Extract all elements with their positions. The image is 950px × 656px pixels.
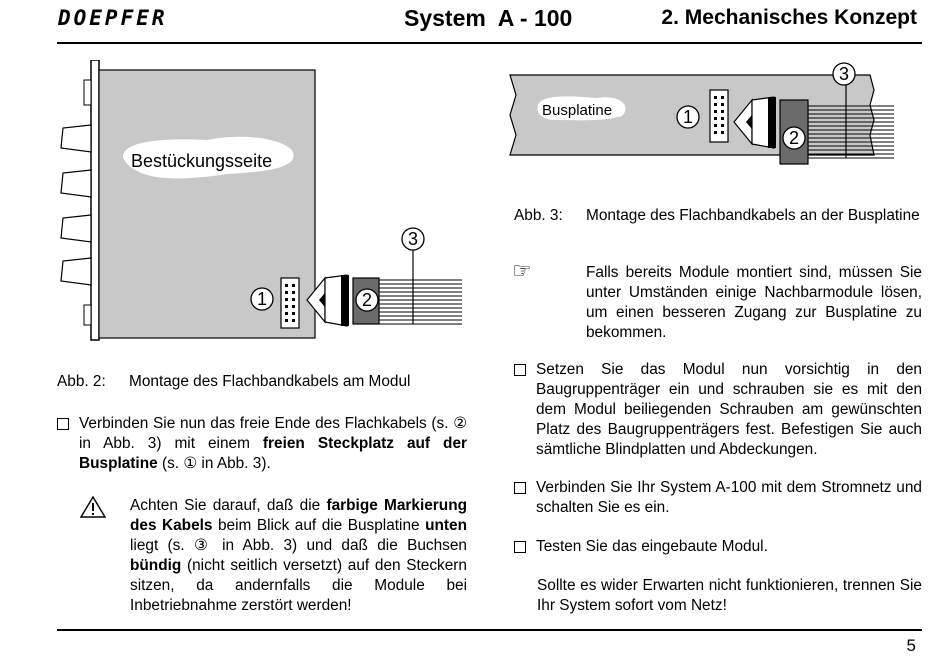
callout-1: 1 — [682, 107, 694, 127]
page-title: System A - 100 — [404, 5, 573, 31]
caption-text: Montage des Flachbandkabels am Modul — [129, 373, 411, 390]
instruction-mount-module: Setzen Sie das Modul nun vorsichtig in den Baugruppenträger ein und schrauben sie es mit den dem Modul beiliegenden Schrauben am gewünschten Platz des Baugruppenträgers fest. Befestigen Sie auch sämtliche Blindplatten und Abdeckungen. — [514, 360, 922, 460]
callout-2: 2 — [788, 128, 800, 148]
caption-label: Abb. 3: — [514, 207, 563, 224]
callout-1: 1 — [256, 289, 268, 309]
figure-module-cable — [57, 60, 477, 360]
footer-rule — [57, 629, 922, 631]
callout-2: 2 — [361, 290, 373, 310]
page-number: 5 — [906, 636, 916, 655]
checkbox-bullet-icon — [514, 482, 526, 494]
warning-text: Achten Sie darauf, daß die farbige Markierung des Kabels beim Blick auf die Busplatine unten liegt (s. ③ in Abb. 3) und daß die Buchsen bündig (nicht seitlich versetzt) auf den Steckern sitzen, da andernfalls die Module bei Inbetriebnahme zerstört werden! — [130, 497, 468, 614]
figure-caption-2 — [57, 372, 467, 392]
pointing-hand-icon: ☞ — [512, 258, 532, 283]
figure-caption-3 — [514, 206, 922, 226]
section-title: 2. Mechanisches Konzept — [661, 6, 917, 29]
instruction-connect-bus: Verbinden Sie nun das freie Ende des Flachkabels (s. ② in Abb. 3) mit einem freien Steckplatz auf der Busplatine (s. ① in Abb. 3). — [57, 414, 467, 474]
checkbox-bullet-icon — [514, 541, 526, 553]
instruction-test-module: Testen Sie das eingebaute Modul. — [514, 537, 922, 557]
caption-label: Abb. 2: — [57, 373, 106, 390]
board-label: Bestückungsseite — [131, 151, 273, 171]
doepfer-logo: DOEPFER — [58, 6, 168, 30]
header-rule — [57, 42, 922, 44]
instruction-power-on: Verbinden Sie Ihr System A-100 mit dem Stromnetz und schalten Sie es ein. — [514, 478, 922, 518]
note-text: Falls bereits Module montiert sind, müssen Sie unter Umständen einige Nachbarmodule lösen, um einen besseren Zugang zur Busplatine zu bekommen. — [586, 264, 922, 341]
closing-text: Sollte es wider Erwarten nicht funktionieren, trennen Sie Ihr System sofort vom Netz! — [537, 577, 922, 614]
checkbox-bullet-icon — [57, 418, 69, 430]
warning-triangle-icon — [80, 496, 106, 518]
figure-busboard-cable — [502, 60, 922, 175]
callout-3: 3 — [407, 229, 419, 249]
busboard-label: Busplatine — [542, 102, 613, 119]
caption-text: Montage des Flachbandkabels an der Busplatine — [586, 207, 920, 224]
callout-3: 3 — [838, 64, 850, 84]
checkbox-bullet-icon — [514, 364, 526, 376]
